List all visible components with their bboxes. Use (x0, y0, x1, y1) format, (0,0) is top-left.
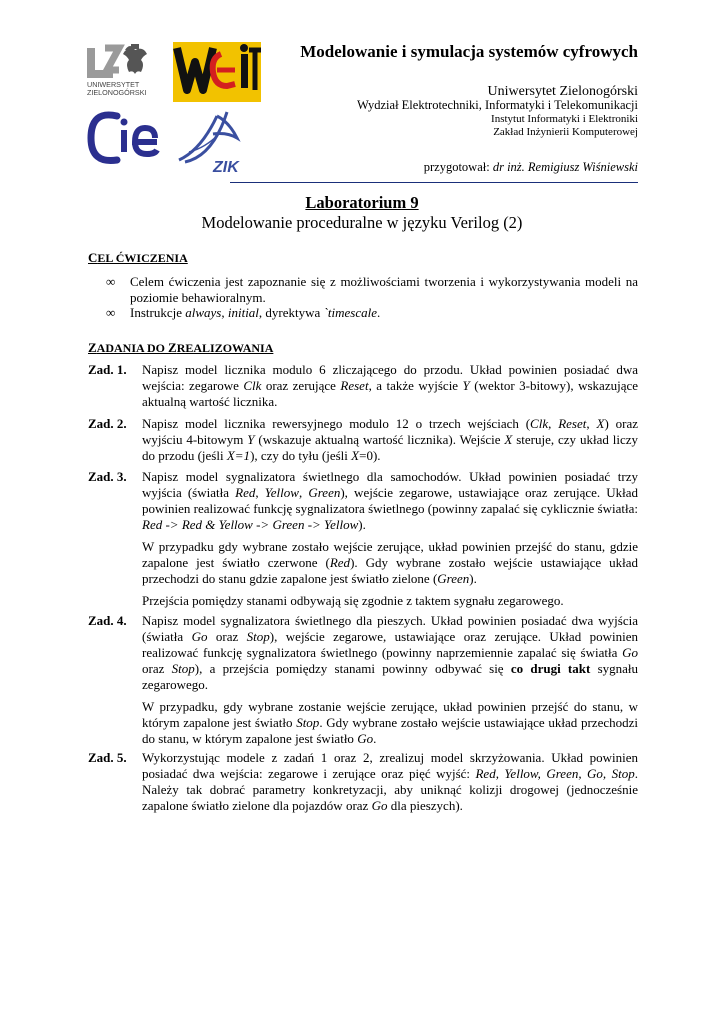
tasks-heading: ZADANIA DO ZREALIZOWANIA (88, 340, 274, 355)
task-number: Zad. 5. (88, 750, 127, 765)
university-name: Uniwersytet Zielonogórski (487, 84, 638, 99)
faculty-name: Wydział Elektrotechniki, Informatyki i Telekomunikacji (356, 98, 638, 112)
logo-group (85, 40, 265, 178)
task-text: Napisz model sygnalizatora świetlnego dla pieszych. Układ powinien posiadać dwa wyjścia (światła Go oraz Stop), wejście zegarowe, ustawiające oraz zerujące. Układ powinien realizować funkcję sygnalizatora świetlnego (powinny naprzemiennie zapalać się światła Go oraz Stop), a przejścia pomiędzy stanami powinny odbywać się co drugi takt sygnału zegarowego. W przypadku, gdy wybrane zostanie wejście zerujące, układ powinien przejść do stanu, w którym zapalone jest światło Stop. Gdy wybrane zostało wejście ustawiające układ przechodzi do stanu, w którym zapalone jest światło Go. (142, 613, 639, 746)
bullet-icon: ∞ (106, 274, 116, 289)
uz-logo (87, 44, 147, 97)
zik-logo (179, 112, 240, 176)
task-number: Zad. 3. (88, 469, 127, 484)
lab-subtitle: Modelowanie proceduralne w języku Verilog (2) (201, 213, 523, 232)
task-number: Zad. 2. (88, 416, 127, 431)
weit-logo (173, 42, 261, 102)
task-number: Zad. 1. (88, 362, 127, 377)
task-text: Napisz model sygnalizatora świetlnego dla samochodów. Układ powinien posiadać trzy wyjścia (światła Red, Yellow, Green), wejście zegarowe, ustawiające oraz zerujące. Układ powinien realizować funkcję sygnalizatora świetlnego (powinny zapalać się cyklicznie światła: Red -> Red & Yellow -> Green -> Yellow). W przypadku gdy wybrane zostało wejście zerujące, układ powinien przejść do stanu, gdzie zapalone jest światło czerwone (Red). Gdy wybrane zostało wejście ustawiające układ przechodzi do stanu gdzie zapalone jest światło zielone (Green). Przejścia pomiędzy stanami odbywają się zgodnie z taktem sygnału zegarowego. (142, 469, 639, 608)
bullet-icon: ∞ (106, 305, 116, 320)
task-text: Napisz model licznika modulo 6 zliczającego do przodu. Układ powinien posiadać dwa wejścia: zegarowe Clk oraz zerujące Reset, a także wyjście Y (wektor 3-bitowy), wskazujące aktualną wartość licznika. (142, 362, 639, 409)
prepared-by-label: przygotował: (423, 160, 490, 174)
eagle-emblem (123, 44, 147, 74)
header-rule (230, 182, 638, 183)
uz-logo-line2: ZIELONOGÓRSKI (87, 88, 147, 97)
course-title: Modelowanie i symulacja systemów cyfrowych (300, 42, 638, 61)
author-name: dr inż. Remigiusz Wiśniewski (492, 160, 638, 174)
institute-name: Instytut Informatyki i Elektroniki (491, 113, 638, 125)
lab-title: Laboratorium 9 (305, 193, 419, 212)
cie-logo (91, 115, 157, 161)
zik-logo-text: ZIK (213, 159, 239, 176)
uz-logo-line1: UNIWERSYTET (87, 80, 140, 89)
task-number: Zad. 4. (88, 613, 127, 628)
goal-heading: CEL ĆWICZENIA (88, 250, 188, 265)
prepared-by (424, 160, 638, 175)
task-text: Napisz model licznika rewersyjnego modulo 12 o trzech wejściach (Clk, Reset, X) oraz wyjściu 4-bitowym Y (wskazuje aktualną wartość licznika). Wejście X steruje, czy układ liczy do przodu (jeśli X=1), czy do tyłu (jeśli X=0). (142, 416, 638, 463)
department-name: Zakład Inżynierii Komputerowej (493, 126, 638, 138)
task-text: Wykorzystując modele z zadań 1 oraz 2, zrealizuj model skrzyżowania. Układ powinien posiadać dwa wejścia: zegarowe i zerujące oraz pięć wyjść: Red, Yellow, Green, Go, Stop. Należy tak dobrać parametry konkretyzacji, aby uniknąć kolizji drogowej (jednocześnie zapalone światło zielone dla pojazdów oraz Go dla pieszych). (142, 750, 638, 813)
